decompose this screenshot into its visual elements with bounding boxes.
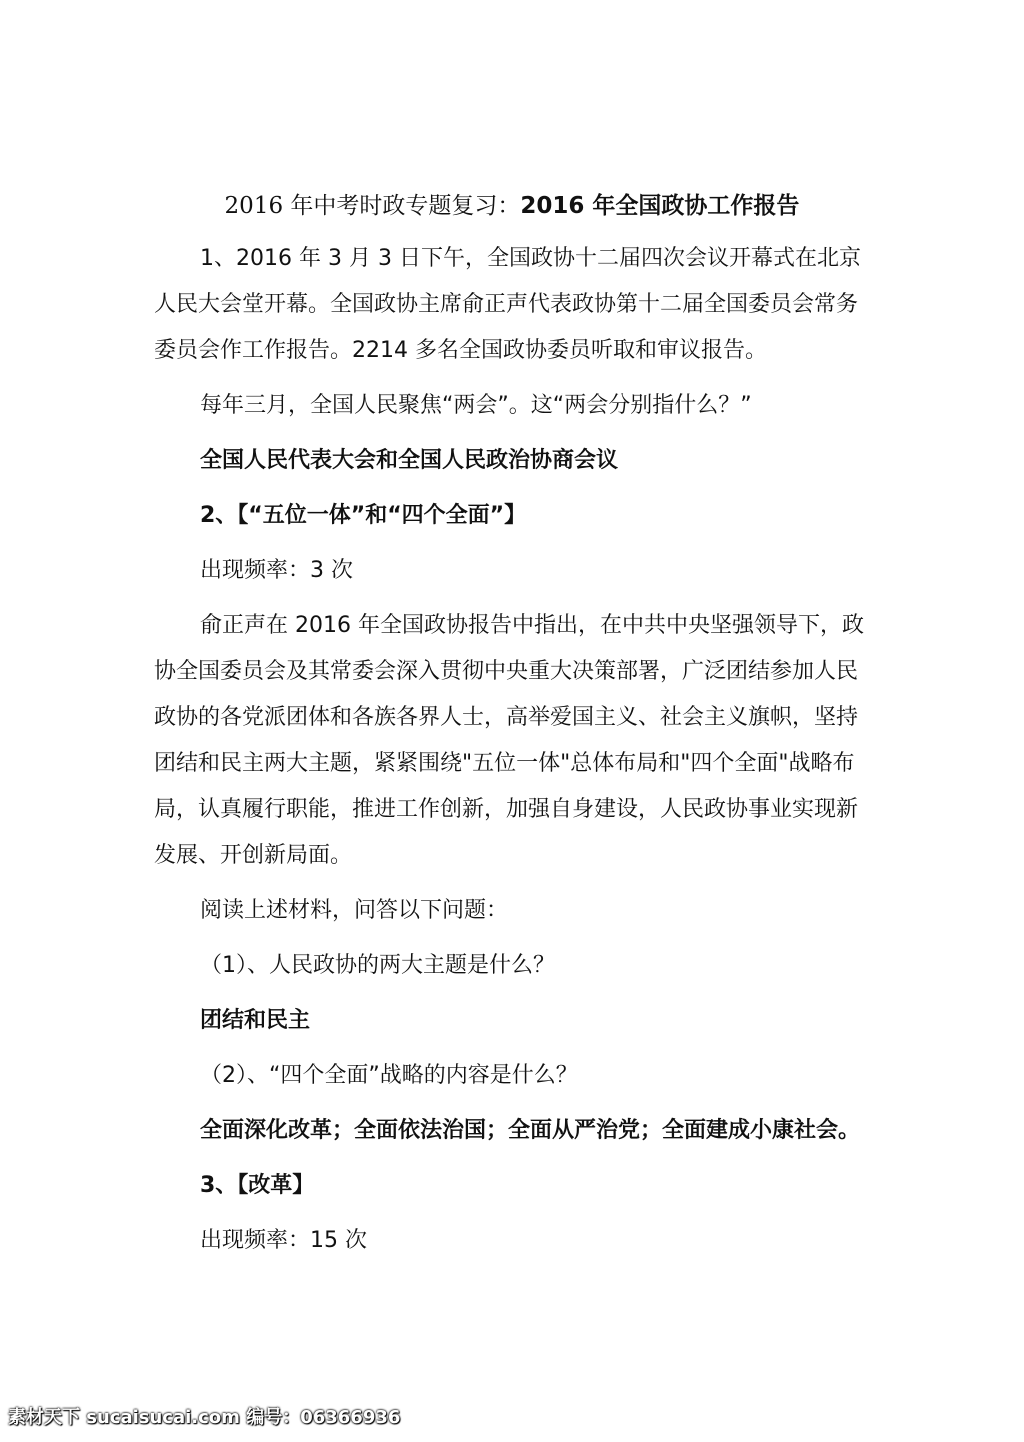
title-prefix: 2016 年中考时政专题复习： [224,193,521,219]
answer-two-sessions: 全国人民代表大会和全国人民政治协商会议 [200,448,619,473]
question-2: （2）、“四个全面”战略的内容是什么？ [200,1063,578,1088]
section-heading-3: 3、【改革】 [200,1173,315,1198]
section-heading-2: 2、【“五位一体”和“四个全面”】 [200,503,527,528]
frequency-section-2: 出现频率：3 次 [200,558,353,583]
frequency-section-3: 出现频率：15 次 [200,1228,367,1253]
question-1: （1）、人民政协的两大主题是什么？ [200,953,555,978]
paragraph-two-sessions-question: 每年三月，全国人民聚焦“两会”。这“两会分别指什么？” [200,393,752,418]
paragraph-meeting-intro: 1、2016 年 3 月 3 日下午，全国政协十二届四次会议开幕式在北京人民大会堂开幕。全国政协主席俞正声代表政协第十二届全国委员会常务委员会作工作报告。2214 多名全国政协委员听取和审议报告。 [154,246,861,363]
answer-2: 全面深化改革；全面依法治国；全面从严治党；全面建成小康社会。 [200,1118,861,1143]
document-title [0,186,1024,226]
paragraph-reading-prompt: 阅读上述材料，问答以下问题： [200,898,509,923]
document-body [154,236,870,1273]
answer-1: 团结和民主 [200,1008,311,1033]
title-main: 2016 年全国政协工作报告 [520,193,800,219]
paragraph-report-summary: 俞正声在 2016 年全国政协报告中指出，在中共中央坚强领导下，政协全国委员会及其常委会深入贯彻中央重大决策部署，广泛团结参加人民政协的各党派团体和各族各界人士，高举爱国主义、社会主义旗帜，坚持团结和民主两大主题，紧紧围绕"五位一体"总体布局和"四个全面"战略布局，认真履行职能，推进工作创新，加强自身建设，人民政协事业实现新发展、开创新局面。 [154,613,864,868]
watermark-footer: 素材天下 sucaisucai.com 编号：06366936 [8,1407,401,1428]
